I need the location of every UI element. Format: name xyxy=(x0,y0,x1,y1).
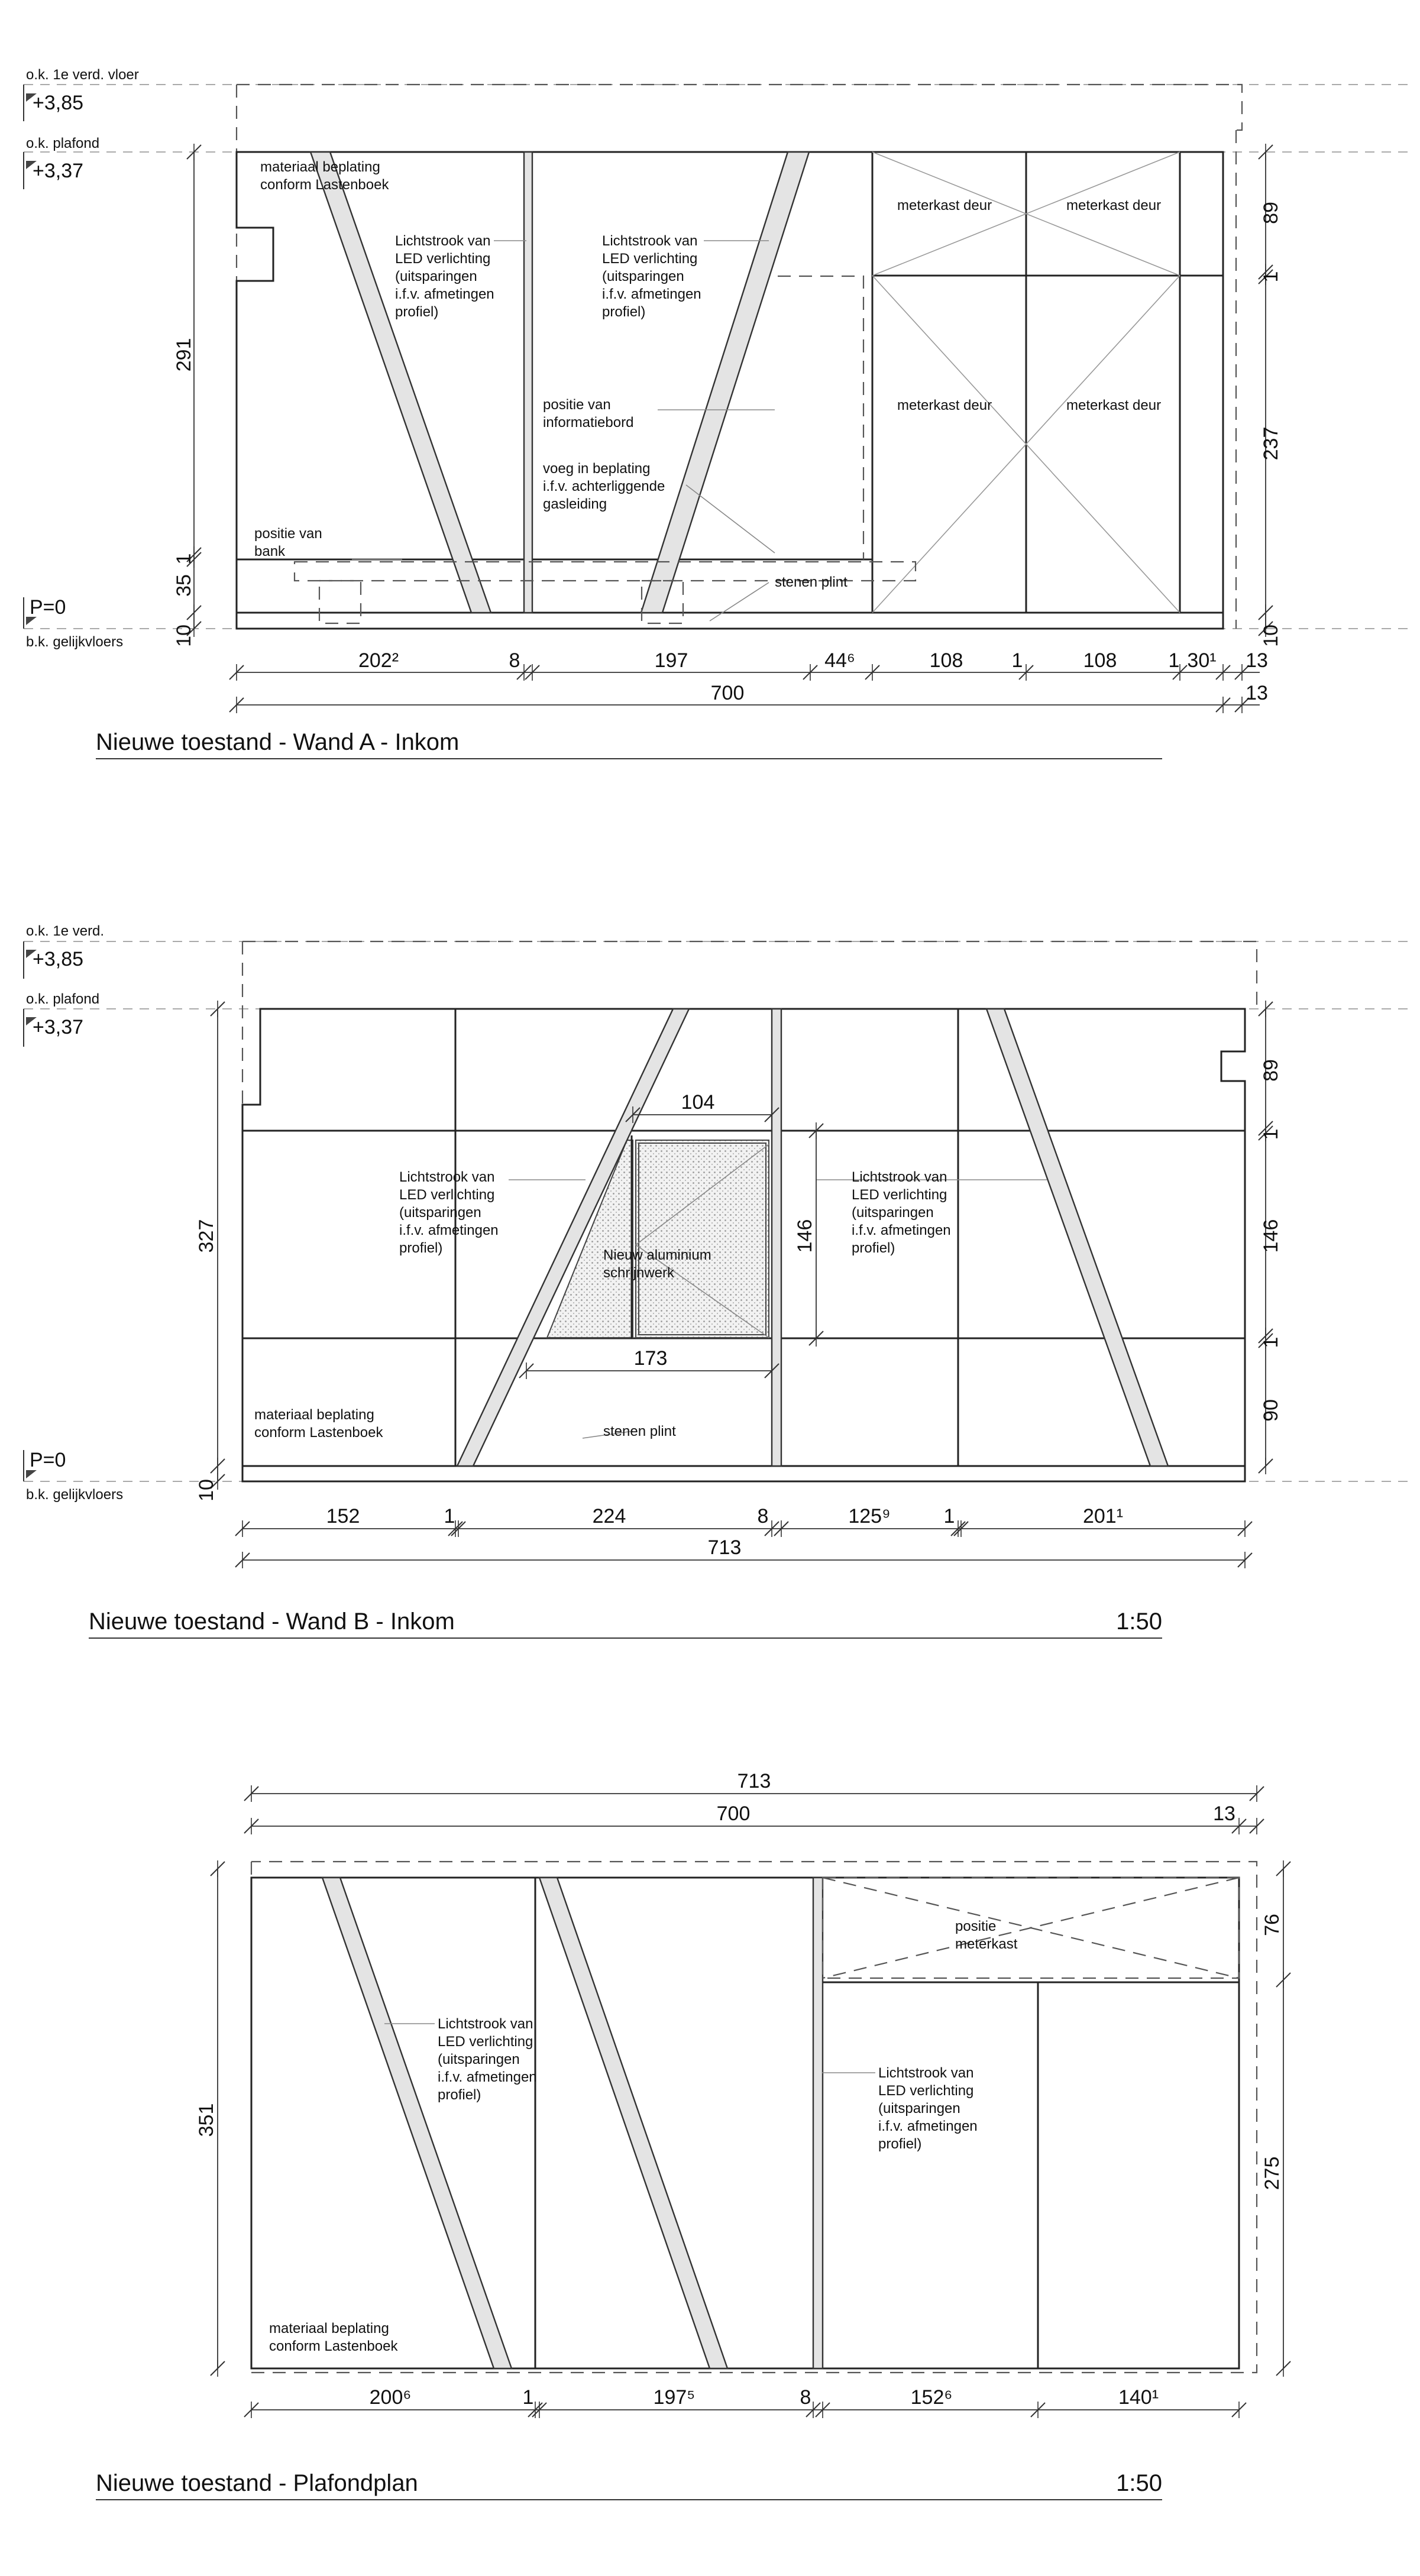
dim-b-bot-1: 1 xyxy=(444,1505,455,1528)
dim-b-sill-width: 173 xyxy=(633,1347,668,1370)
level-ceiling-value: +3,37 xyxy=(33,160,84,182)
dim-a-right-0: 89 xyxy=(1260,202,1282,224)
wall-a-elevation xyxy=(24,67,1408,759)
label-window: Nieuw aluminium schrijnwerk xyxy=(603,1247,711,1281)
joint-b1 xyxy=(772,1009,781,1466)
level-marker-zero-b xyxy=(24,1449,123,1503)
meter-cabinet-position xyxy=(823,1878,1239,1978)
label-meter-door-4: meterkast deur xyxy=(1066,397,1162,413)
level-marker-zero-a xyxy=(24,596,123,650)
level-lines-a xyxy=(24,85,1408,629)
dim-right-b xyxy=(1259,1001,1282,1474)
dim-c-top-extra: 13 xyxy=(1213,1802,1235,1825)
level-floor1-value-b: +3,85 xyxy=(33,948,84,970)
dim-left-ceiling xyxy=(195,1860,225,2377)
level-marker-floor1-b xyxy=(24,923,104,979)
dim-a-right-2: 237 xyxy=(1260,426,1282,461)
dim-b-bot-4: 125⁹ xyxy=(848,1505,891,1528)
dim-a-total: 700 xyxy=(710,682,745,704)
level-floor1-label: o.k. 1e verd. vloer xyxy=(26,67,139,83)
dim-bottom-a xyxy=(229,649,1268,713)
title-ceiling: Nieuwe toestand - Plafondplan xyxy=(96,2470,418,2496)
dim-a-bot-7: 1 xyxy=(1168,649,1180,672)
level-ceiling-label-b: o.k. plafond xyxy=(26,991,100,1007)
dim-left-a xyxy=(173,144,201,647)
dim-b-bot-6: 201¹ xyxy=(1082,1505,1124,1528)
level-marker-floor1-a xyxy=(24,67,139,121)
dim-right-a xyxy=(1259,144,1282,647)
dim-a-right-3: 10 xyxy=(1260,624,1282,647)
dim-a-bot-6: 108 xyxy=(1083,649,1117,672)
label-meter-door-3: meterkast deur xyxy=(897,397,992,413)
dim-b-bot-3: 8 xyxy=(757,1505,769,1528)
dim-a-bot-8: 30¹ xyxy=(1187,649,1217,672)
title-wall-a: Nieuwe toestand - Wand A - Inkom xyxy=(96,729,460,755)
info-board-outline xyxy=(778,276,863,559)
dim-c-bot-2: 197⁵ xyxy=(653,2386,696,2409)
dim-a-left-2: 35 xyxy=(173,574,195,597)
label-meter-position: positie meterkast xyxy=(955,1918,1018,1952)
dim-a-total-extra: 13 xyxy=(1246,682,1268,704)
dim-top-ceiling xyxy=(244,1770,1264,1834)
led-strip-a2 xyxy=(641,152,809,613)
level-floor-label-b: b.k. gelijkvloers xyxy=(26,1487,124,1503)
dim-b-right-1: 1 xyxy=(1260,1128,1282,1140)
label-bench: positie van bank xyxy=(254,526,322,559)
level-ceiling-label: o.k. plafond xyxy=(26,135,100,151)
scale-wall-b: 1:50 xyxy=(1116,1609,1162,1635)
label-led-c-right: Lichtstrook van LED verlichting (uitsparingen i.f.v. afmetingen profiel) xyxy=(878,2065,978,2152)
led-strip-c1 xyxy=(322,1878,512,2368)
dim-c-top-sub: 700 xyxy=(716,1802,751,1825)
dim-a-bot-5: 1 xyxy=(1011,649,1023,672)
level-marker-ceiling-a xyxy=(24,135,99,189)
dim-c-bot-1: 1 xyxy=(522,2386,534,2409)
level-zero-value-b: P=0 xyxy=(30,1449,66,1471)
level-floor1-value: +3,85 xyxy=(33,92,84,114)
level-marker-ceiling-b xyxy=(24,991,99,1047)
ceiling-plan xyxy=(96,1770,1290,2500)
dim-c-right-1: 275 xyxy=(1261,2156,1283,2190)
label-info-board: positie van informatiebord xyxy=(543,397,634,431)
joint-a1 xyxy=(524,152,532,613)
dim-b-left-1: 10 xyxy=(195,1479,218,1501)
dim-a-bot-3: 44⁶ xyxy=(824,649,855,672)
dim-b-window-width: 104 xyxy=(681,1091,715,1114)
label-cladding-c: materiaal beplating conform Lastenboek xyxy=(269,2321,398,2354)
label-meter-door-2: meterkast deur xyxy=(1066,198,1162,213)
dim-a-bot-1: 8 xyxy=(509,649,520,672)
dim-c-bot-3: 8 xyxy=(800,2386,811,2409)
dim-b-right-4: 90 xyxy=(1260,1399,1282,1422)
level-ceiling-value-b: +3,37 xyxy=(33,1016,84,1038)
envelope-outline-ceiling xyxy=(251,1862,1257,2373)
dim-b-right-2: 146 xyxy=(1260,1219,1282,1253)
dim-a-bot-9: 13 xyxy=(1246,649,1268,672)
dim-a-right-1: 1 xyxy=(1260,271,1282,283)
dim-right-ceiling xyxy=(1261,1860,1290,2377)
label-plinth-b: stenen plint xyxy=(603,1423,676,1439)
dim-b-total: 713 xyxy=(707,1536,742,1559)
label-led-b-right: Lichtstrook van LED verlichting (uitsparingen i.f.v. afmetingen profiel) xyxy=(852,1169,951,1256)
scale-ceiling: 1:50 xyxy=(1116,2470,1162,2496)
dim-c-bot-4: 152⁶ xyxy=(910,2386,953,2409)
dim-c-top-total: 713 xyxy=(737,1770,771,1792)
dim-a-left-0: 291 xyxy=(173,338,195,372)
led-strip-b2 xyxy=(986,1009,1168,1466)
dim-c-bot-0: 200⁶ xyxy=(369,2386,412,2409)
dim-a-bot-2: 197 xyxy=(654,649,688,672)
label-led-a-left: Lichtstrook van LED verlichting (uitsparingen i.f.v. afmetingen profiel) xyxy=(395,233,494,320)
label-plinth-a: stenen plint xyxy=(775,574,848,590)
dim-b-bot-5: 1 xyxy=(943,1505,955,1528)
dim-b-bot-2: 224 xyxy=(592,1505,626,1528)
label-cladding-a: materiaal beplating conform Lastenboek xyxy=(260,159,389,193)
level-floor1-label-b: o.k. 1e verd. xyxy=(26,923,105,939)
title-wall-b: Nieuwe toestand - Wand B - Inkom xyxy=(89,1609,455,1635)
dim-c-left-0: 351 xyxy=(195,2103,218,2137)
dim-left-b xyxy=(195,1001,225,1501)
label-led-c-left: Lichtstrook van LED verlichting (uitsparingen i.f.v. afmetingen profiel) xyxy=(438,2016,537,2103)
label-led-a-right: Lichtstrook van LED verlichting (uitsparingen i.f.v. afmetingen profiel) xyxy=(602,233,701,320)
label-led-b-left: Lichtstrook van LED verlichting (uitsparingen i.f.v. afmetingen profiel) xyxy=(399,1169,499,1256)
dim-b-window-height: 146 xyxy=(794,1219,816,1253)
dim-c-bot-5: 140¹ xyxy=(1118,2386,1159,2409)
dim-b-right-0: 89 xyxy=(1260,1059,1282,1082)
dim-a-left-1: 1 xyxy=(173,553,195,565)
dim-b-right-3: 1 xyxy=(1260,1336,1282,1348)
joint-c1 xyxy=(813,1878,823,2368)
dim-a-bot-4: 108 xyxy=(929,649,963,672)
level-zero-value: P=0 xyxy=(30,596,66,619)
ceiling-outline xyxy=(251,1878,1239,2368)
bench-leg-1 xyxy=(319,581,361,623)
dim-b-left-0: 327 xyxy=(195,1219,218,1253)
label-meter-door-1: meterkast deur xyxy=(897,198,992,213)
meter-cabinet-a xyxy=(872,152,1223,613)
dim-c-right-0: 76 xyxy=(1261,1914,1283,1936)
level-floor-label: b.k. gelijkvloers xyxy=(26,634,124,650)
dim-b-bot-0: 152 xyxy=(326,1505,360,1528)
led-strip-c2 xyxy=(539,1878,727,2368)
dim-a-bot-0: 202² xyxy=(358,649,399,672)
label-gas-joint: voeg in beplating i.f.v. achterliggende gasleiding xyxy=(543,461,665,512)
dim-bottom-b xyxy=(235,1505,1252,1568)
wall-b-elevation xyxy=(24,923,1408,1638)
label-cladding-b: materiaal beplating conform Lastenboek xyxy=(254,1407,383,1441)
dim-a-left-3: 10 xyxy=(173,624,195,647)
led-strip-a1 xyxy=(310,152,491,613)
dim-bottom-ceiling xyxy=(244,2386,1246,2418)
